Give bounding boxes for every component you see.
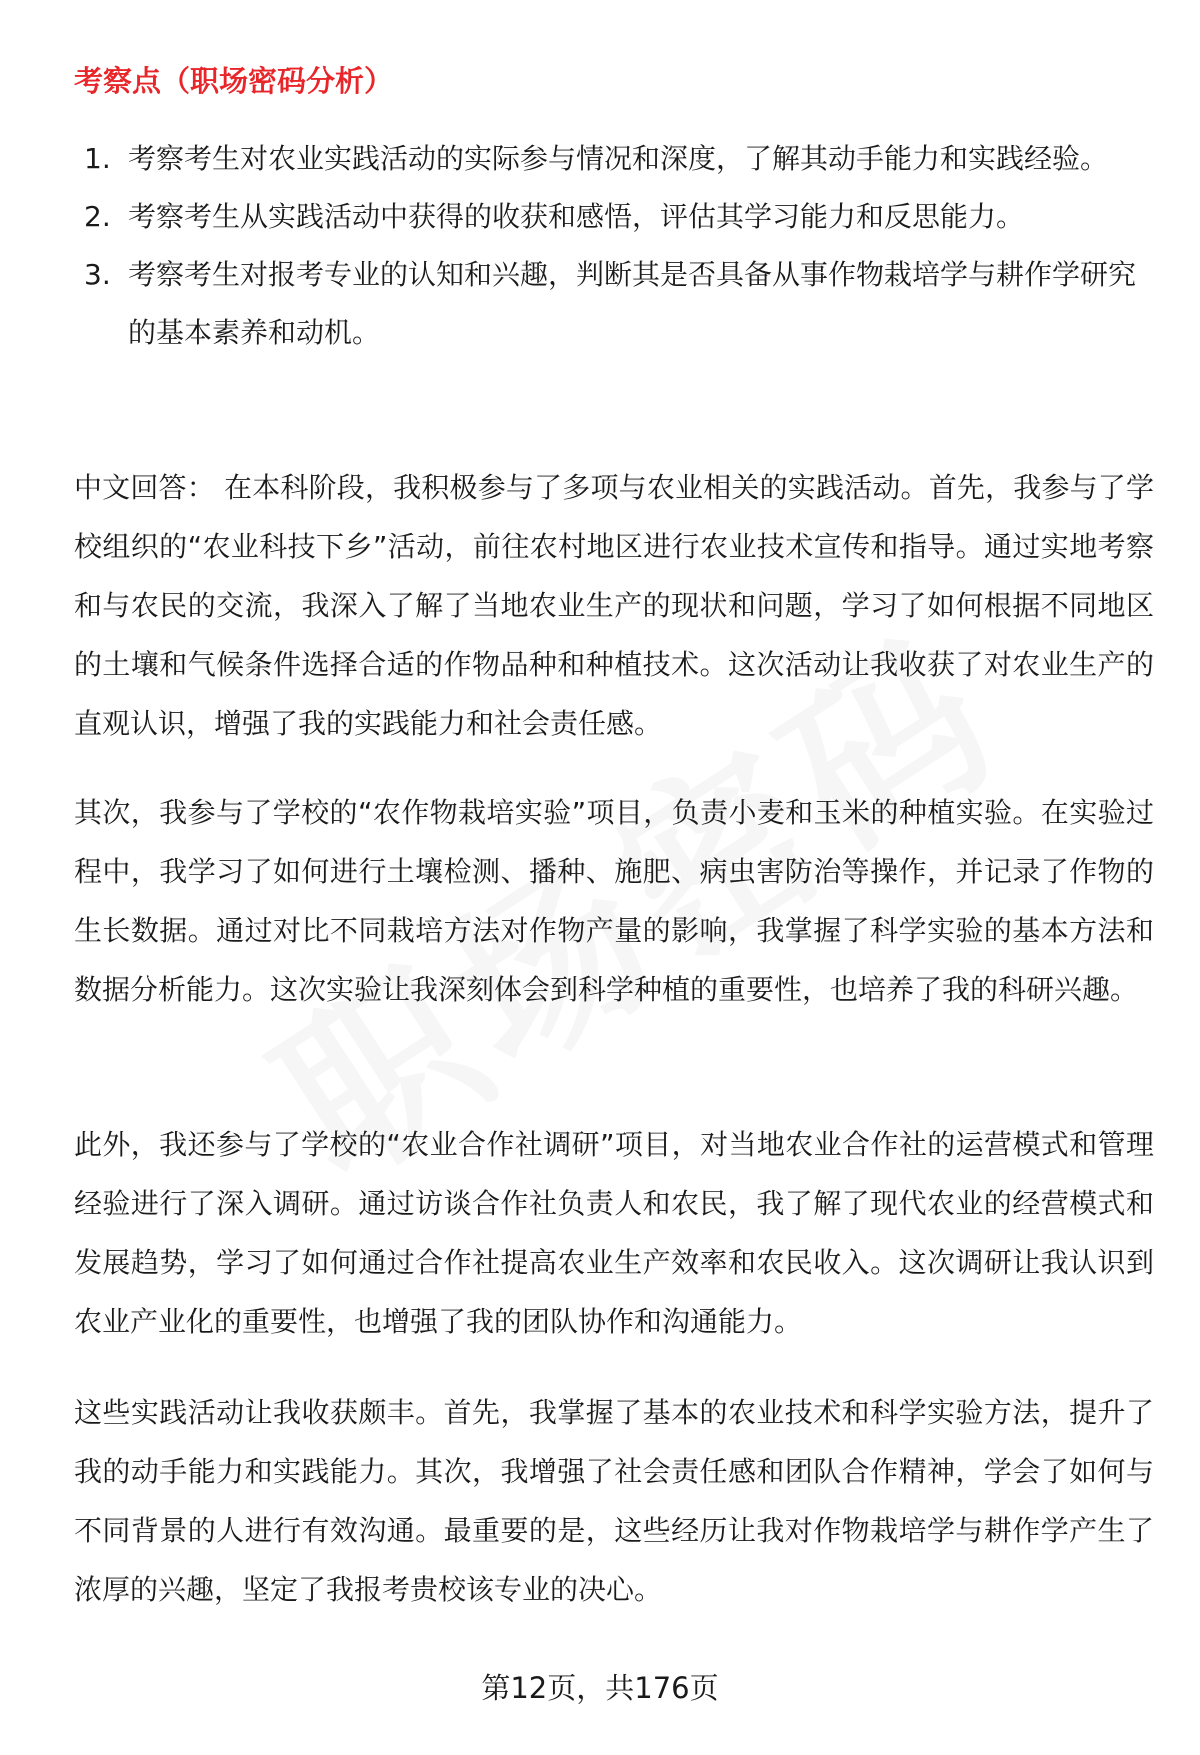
answer-paragraph-4: 这些实践活动让我收获颇丰。首先，我掌握了基本的农业技术和科学实验方法，提升了我的动手能力和实践能力。其次，我增强了社会责任感和团队合作精神，学会了如何与不同背景的人进行有效沟通。最重要的是，这些经历让我对作物栽培学与耕作学产生了浓厚的兴趣，坚定了我报考贵校该专业的决心。: [74, 1396, 1154, 1606]
list-item: [74, 246, 1154, 362]
answer-paragraph-1: 中文回答： 在本科阶段，我积极参与了多项与农业相关的实践活动。首先，我参与了学校组织的“农业科技下乡”活动，前往农村地区进行农业技术宣传和指导。通过实地考察和与农民的交流，我深入了解了当地农业生产的现状和问题，学习了如何根据不同地区的土壤和气候条件选择合适的作物品种和种植技术。这次活动让我收获了对农业生产的直观认识，增强了我的实践能力和社会责任感。: [74, 471, 1154, 740]
list-item-text: 考察考生从实践活动中获得的收获和感悟，评估其学习能力和反思能力。: [128, 200, 1025, 233]
list-item-number: 1.: [84, 142, 111, 175]
page-number-footer: 第12页，共176页: [481, 1671, 719, 1705]
list-item-text: 考察考生对报考专业的认知和兴趣，判断其是否具备从事作物栽培学与耕作学研究的基本素养和动机。: [128, 258, 1137, 349]
list-item: [74, 130, 1154, 188]
list-item-number: 2.: [84, 200, 111, 233]
list-item-text: 考察考生对农业实践活动的实际参与情况和深度，了解其动手能力和实践经验。: [128, 142, 1109, 175]
assessment-points-list: [74, 130, 1154, 362]
answer-paragraph-2: 其次，我参与了学校的“农作物栽培实验”项目，负责小麦和玉米的种植实验。在实验过程中，我学习了如何进行土壤检测、播种、施肥、病虫害防治等操作，并记录了作物的生长数据。通过对比不同栽培方法对作物产量的影响，我掌握了科学实验的基本方法和数据分析能力。这次实验让我深刻体会到科学种植的重要性，也培养了我的科研兴趣。: [74, 796, 1154, 1006]
answer-paragraph-3: 此外，我还参与了学校的“农业合作社调研”项目，对当地农业合作社的运营模式和管理经验进行了深入调研。通过访谈合作社负责人和农民，我了解了现代农业的经营模式和发展趋势，学习了如何通过合作社提高农业生产效率和农民收入。这次调研让我认识到农业产业化的重要性，也增强了我的团队协作和沟通能力。: [74, 1128, 1154, 1338]
section-title: 考察点（职场密码分析）: [74, 64, 394, 98]
list-item: [74, 188, 1154, 246]
list-item-number: 3.: [84, 258, 111, 291]
